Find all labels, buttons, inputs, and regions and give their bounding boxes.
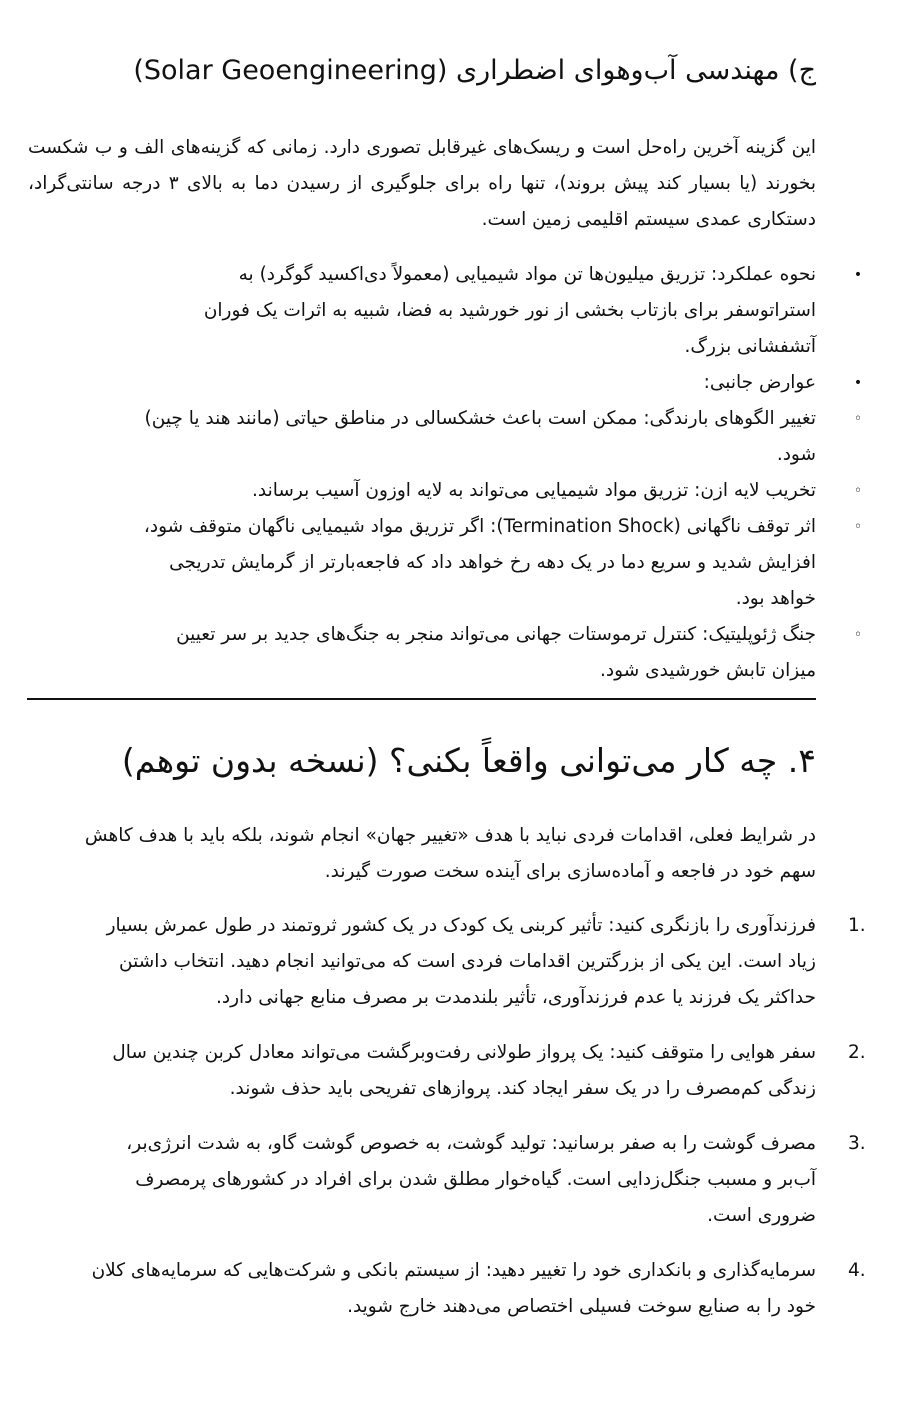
list-number: 1.	[848, 915, 866, 936]
circle-bullet-icon: ◦	[853, 483, 863, 499]
numbered-list-item	[86, 1035, 866, 1107]
list-number: 2.	[848, 1042, 866, 1063]
list-item-text: اثر توقف ناگهانی (Termination Shock): اگر تزریق مواد شیمیایی ناگهان متوقف شود، افزایش شدید و سریع دما در یک دهه رخ خواهد داد که فاجعه‌بارتر از گرمایش تدریجی خواهد بود.	[143, 516, 816, 609]
numbered-list-item	[86, 908, 866, 1016]
bullet-icon: •	[853, 375, 863, 391]
list-item-text: سفر هوایی را متوقف کنید: یک پرواز طولانی رفت‌وبرگشت می‌تواند معادل کربن چندین سال زندگی کم‌مصرف را در یک سفر ایجاد کند. پروازهای تفریحی باید حذف شوند.	[112, 1042, 816, 1099]
list-item-text: عوارض جانبی:	[703, 372, 816, 393]
list-number: 3.	[848, 1133, 866, 1154]
list-item	[136, 473, 863, 509]
list-item-text: مصرف گوشت را به صفر برسانید: تولید گوشت، به خصوص گوشت گاو، به شدت انرژی‌بر، آب‌بر و مسبب جنگل‌زدایی است. گیاه‌خوار مطلق شدن برای افراد در کشورهای پرمصرف ضروری است.	[126, 1133, 816, 1226]
list-item-text: فرزندآوری را بازنگری کنید: تأثیر کربنی یک کودک در یک کشور ثروتمند در طول عمرش بسیار زیاد است. این یکی از بزرگترین اقدامات فردی است که می‌توانید انجام دهید. انتخاب داشتن حداکثر یک فرزند یا عدم فرزندآوری، تأثیر بلندمدت بر مصرف منابع جهانی دارد.	[106, 915, 816, 1008]
circle-bullet-icon: ◦	[853, 627, 863, 643]
geoengineering-bullet-list	[56, 257, 863, 689]
circle-bullet-icon: ◦	[853, 411, 863, 427]
circle-bullet-icon: ◦	[853, 519, 863, 535]
actions-numbered-list	[56, 908, 866, 1325]
section-c-heading: ج) مهندسی آب‌وهوای اضطراری (Solar Geoengineering)	[133, 55, 816, 86]
section-c-intro: این گزینه آخرین راه‌حل است و ریسک‌های غیرقابل تصوری دارد. زمانی که گزینه‌های الف و ب شکست بخورند (یا بسیار کند پیش بروند)، تنها راه برای جلوگیری از رسیدن دما به بالای ۳ درجه سانتی‌گراد، دستکاری عمدی سیستم اقلیمی زمین است.	[28, 137, 816, 230]
list-item	[166, 257, 863, 365]
list-item-text: نحوه عملکرد: تزریق میلیون‌ها تن مواد شیمیایی (معمولاً دی‌اکسید گوگرد) به استراتوسفر برای بازتاب بخشی از نور خورشید به فضا، شبیه به اثرات یک فوران آتشفشانی بزرگ.	[203, 264, 816, 357]
list-item	[136, 509, 863, 617]
list-item	[166, 365, 863, 401]
horizontal-divider	[27, 698, 816, 700]
bullet-icon: •	[853, 267, 863, 283]
list-number: 4.	[848, 1260, 866, 1281]
list-item-text: تغییر الگوهای بارندگی: ممکن است باعث خشکسالی در مناطق حیاتی (مانند هند یا چین) شود.	[144, 408, 816, 465]
list-item	[136, 401, 863, 473]
numbered-list-item	[86, 1126, 866, 1234]
list-item-text: تخریب لایه ازن: تزریق مواد شیمیایی می‌تواند به لایه اوزون آسیب برساند.	[252, 480, 816, 501]
list-item-text: سرمایه‌گذاری و بانکداری خود را تغییر دهید: از سیستم بانکی و شرکت‌هایی که سرمایه‌های کلان خود را به صنایع سوخت فسیلی اختصاص می‌دهند خارج شوید.	[91, 1260, 816, 1317]
section-4-heading: ۴. چه کار می‌توانی واقعاً بکنی؟ (نسخه بدون توهم)	[121, 741, 816, 780]
list-item	[136, 617, 863, 689]
numbered-list-item	[86, 1253, 866, 1325]
list-item-text: جنگ ژئوپلیتیک: کنترل ترموستات جهانی می‌تواند منجر به جنگ‌های جدید بر سر تعیین میزان تابش خورشیدی شود.	[176, 624, 816, 681]
section-4-intro: در شرایط فعلی، اقدامات فردی نباید با هدف «تغییر جهان» انجام شوند، بلکه باید با هدف کاهش سهم خود در فاجعه و آماده‌سازی برای آینده سخت صورت گیرند.	[84, 825, 816, 882]
